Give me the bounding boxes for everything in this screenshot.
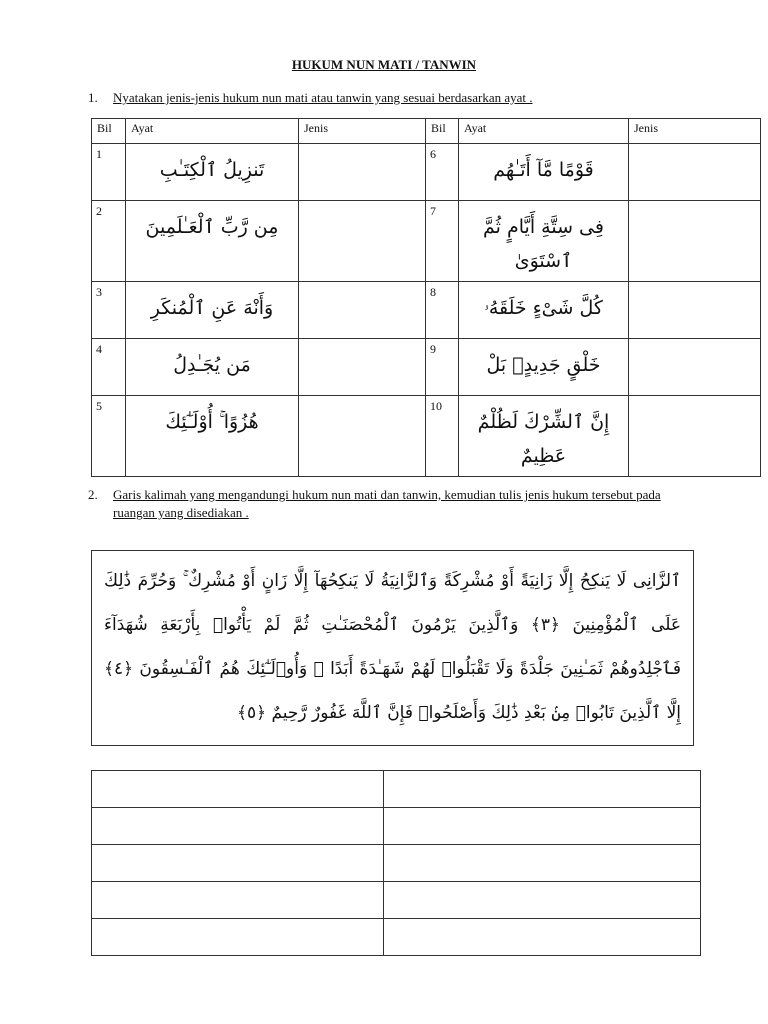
jenis-answer-cell[interactable]	[299, 144, 426, 201]
ayat-cell	[459, 201, 629, 282]
ayat-cell	[459, 144, 629, 201]
question-2-text: Garis kalimah yang mengandungi hukum nun mati dan tanwin, kemudian tulis jenis hukum tersebut pada ruangan yang disediakan .	[113, 487, 661, 520]
bil-cell: 2	[92, 201, 126, 282]
ayat-cell	[459, 282, 629, 339]
ayat-cell	[126, 201, 299, 282]
ayat-text: مِن رَّبِّ ٱلْعَـٰلَمِينَ	[145, 216, 279, 238]
table-row	[92, 919, 701, 956]
page-title: HUKUM NUN MATI / TANWIN	[291, 57, 477, 72]
ayat-text: كُلَّ شَىْءٍ خَلَقَهُۥ	[484, 297, 603, 319]
answer-jenis-cell[interactable]	[384, 808, 701, 845]
jenis-answer-cell[interactable]	[299, 282, 426, 339]
question-1-text: Nyatakan jenis-jenis hukum nun mati atau tanwin yang sesuai berdasarkan ayat .	[113, 90, 533, 105]
ayat-cell	[459, 339, 629, 396]
answer-jenis-cell[interactable]	[384, 771, 701, 808]
bil-cell: 5	[92, 396, 126, 477]
answer-kalimah-cell[interactable]	[92, 845, 384, 882]
bil-cell: 9	[426, 339, 459, 396]
bil-cell: 4	[92, 339, 126, 396]
ayat-table-header	[92, 119, 761, 144]
jenis-answer-cell[interactable]	[299, 339, 426, 396]
header-bil-left: Bil	[92, 119, 126, 144]
table-row	[92, 201, 761, 282]
quran-passage-text: ٱلزَّانِى لَا يَنكِحُ إِلَّا زَانِيَةً أَوْ مُشْرِكَةً وَٱلزَّانِيَةُ لَا يَنكِحُهَآ إِلَّا زَانٍ أَوْ مُشْرِكٌ ۚ وَحُرِّمَ ذَٰلِكَ عَلَى ٱلْمُؤْمِنِينَ ﴿٣﴾ وَٱلَّذِينَ يَرْمُونَ ٱلْمُحْصَنَـٰتِ ثُمَّ لَمْ يَأْتُوا۟ بِأَرْبَعَةِ شُهَدَآءَ فَٱجْلِدُوهُمْ ثَمَـٰنِينَ جَلْدَةً وَلَا تَقْبَلُوا۟ لَهُمْ شَهَـٰدَةً أَبَدًا ۚ وَأُو۟لَـٰٓئِكَ هُمُ ٱلْفَـٰسِقُونَ ﴿٤﴾ إِلَّا ٱلَّذِينَ تَابُوا۟ مِنۢ بَعْدِ ذَٰلِكَ وَأَصْلَحُوا۟ فَإِنَّ ٱللَّهَ غَفُورٌ رَّحِيمٌ ﴿٥﴾	[104, 571, 681, 723]
table-row	[92, 845, 701, 882]
ayat-cell	[126, 339, 299, 396]
bil-cell: 1	[92, 144, 126, 201]
table-row	[92, 396, 761, 477]
answer-kalimah-cell[interactable]	[92, 808, 384, 845]
header-bil-right: Bil	[426, 119, 459, 144]
header-jenis-right: Jenis	[629, 119, 761, 144]
answer-kalimah-cell[interactable]	[92, 771, 384, 808]
bil-cell: 6	[426, 144, 459, 201]
jenis-answer-cell[interactable]	[299, 201, 426, 282]
answer-kalimah-cell[interactable]	[92, 919, 384, 956]
bil-cell: 3	[92, 282, 126, 339]
table-row	[92, 282, 761, 339]
question-2-number: 2.	[88, 487, 98, 502]
jenis-answer-cell[interactable]	[629, 201, 761, 282]
bil-cell: 10	[426, 396, 459, 477]
question-1-number: 1.	[88, 90, 98, 105]
ayat-cell	[126, 144, 299, 201]
bil-cell: 8	[426, 282, 459, 339]
jenis-answer-cell[interactable]	[629, 339, 761, 396]
jenis-answer-cell[interactable]	[629, 396, 761, 477]
ayat-text: مَن يُجَـٰدِلُ	[173, 354, 251, 376]
ayat-cell	[126, 396, 299, 477]
ayat-text: قَوْمًا مَّآ أَتَـٰهُم	[493, 159, 594, 181]
answer-jenis-cell[interactable]	[384, 882, 701, 919]
ayat-text: هُزُوًا ۚ أُوْلَـٰٓئِكَ	[165, 411, 259, 433]
table-row	[92, 339, 761, 396]
header-jenis-left: Jenis	[299, 119, 426, 144]
ayat-text: إِنَّ ٱلشِّرْكَ لَظُلْمٌ عَظِيمٌ	[477, 411, 610, 467]
jenis-answer-cell[interactable]	[299, 396, 426, 477]
header-ayat-right: Ayat	[459, 119, 629, 144]
ayat-cell	[126, 282, 299, 339]
jenis-answer-cell[interactable]	[629, 144, 761, 201]
table-row	[92, 144, 761, 201]
table-row	[92, 808, 701, 845]
table-row	[92, 882, 701, 919]
answer-jenis-cell[interactable]	[384, 845, 701, 882]
answer-kalimah-cell[interactable]	[92, 882, 384, 919]
ayat-text: تَنزِيلُ ٱلْكِتَـٰبِ	[159, 159, 265, 181]
table-row	[92, 771, 701, 808]
ayat-table	[91, 118, 761, 477]
bil-cell: 7	[426, 201, 459, 282]
quran-passage-box	[91, 550, 694, 746]
ayat-text: خَلْقٍ جَدِيدٍۭ بَلْ	[486, 354, 601, 376]
ayat-cell	[459, 396, 629, 477]
answer-jenis-cell[interactable]	[384, 919, 701, 956]
header-ayat-left: Ayat	[126, 119, 299, 144]
ayat-text: فِى سِتَّةِ أَيَّامٍ ثُمَّ ٱسْتَوَىٰ	[483, 216, 604, 272]
jenis-answer-cell[interactable]	[629, 282, 761, 339]
answer-table	[91, 770, 701, 956]
ayat-text: وَأَنْهَ عَنِ ٱلْمُنكَرِ	[150, 297, 274, 319]
